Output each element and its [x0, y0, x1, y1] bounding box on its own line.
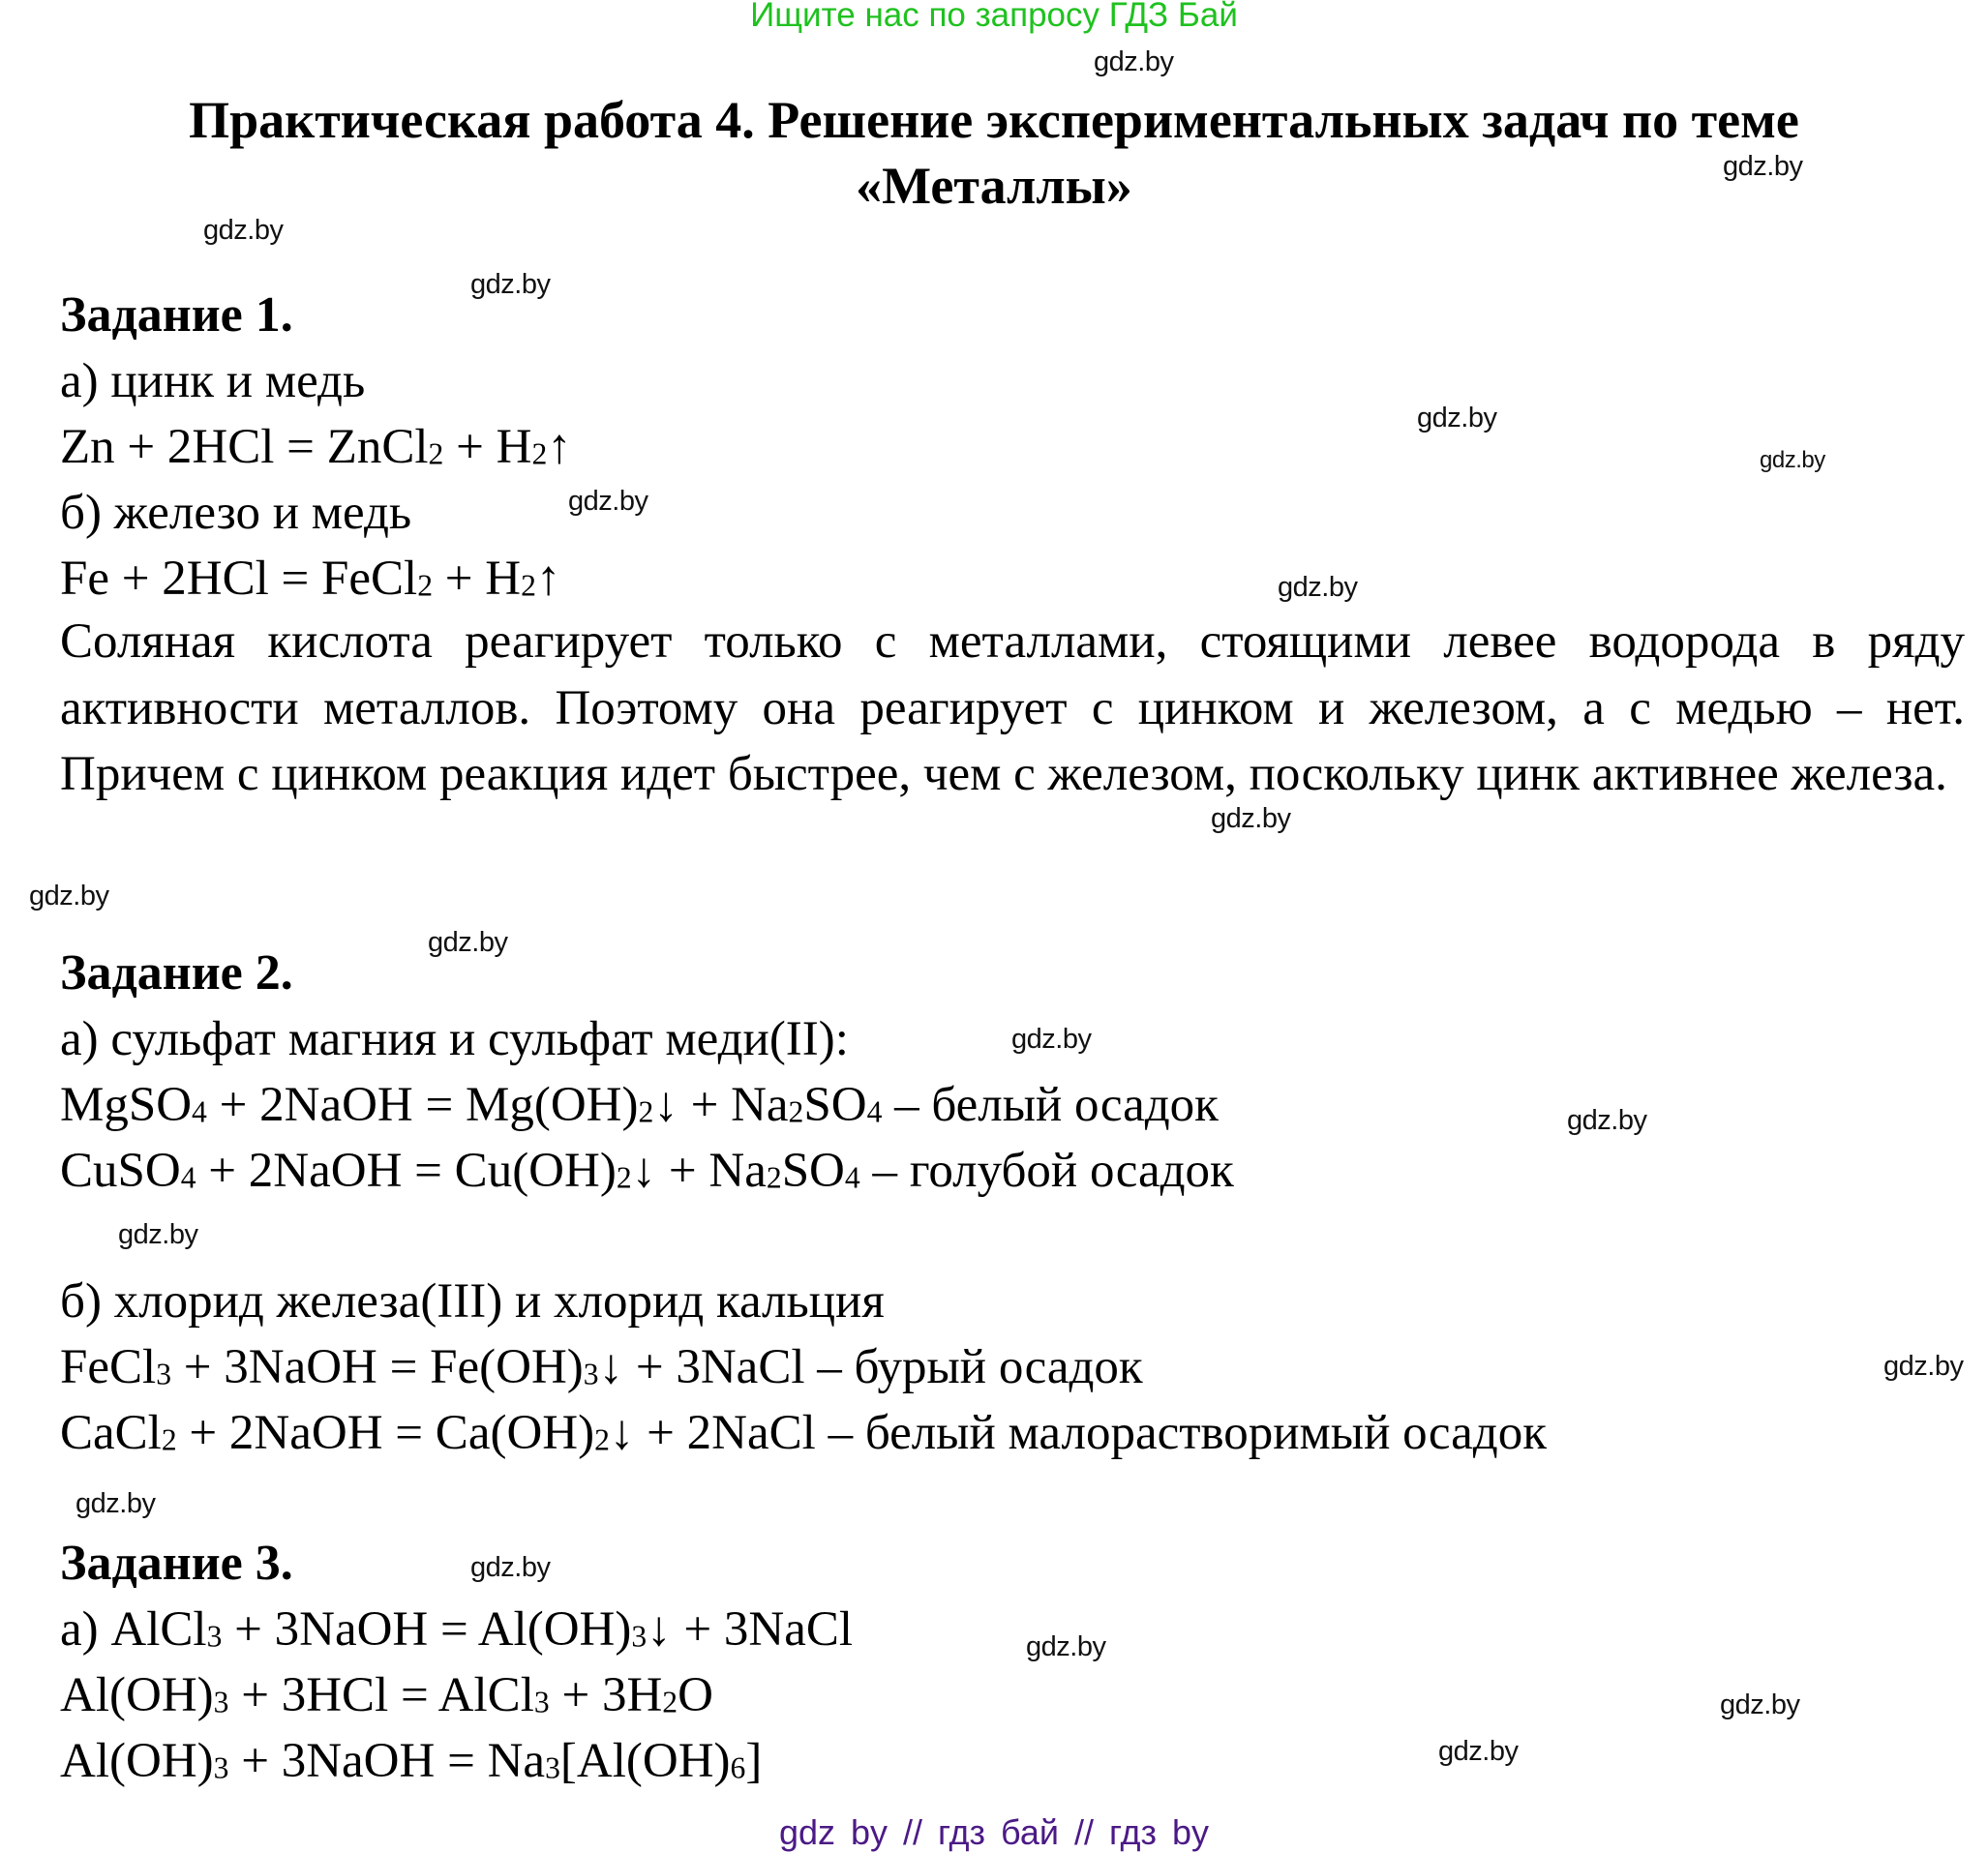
watermark: gdz.by — [1026, 1631, 1106, 1662]
task2-equation-2: CuSO4 + 2NaOH = Cu(OH)2↓ + Na2SO4 – голубой осадок — [60, 1144, 1234, 1198]
task2-equation-3: FeCl3 + 3NaOH = Fe(OH)3↓ + 3NaCl – бурый осадок — [60, 1340, 1143, 1394]
task3-equation-2: Al(OH)3 + 3HCl = AlCl3 + 3H2O — [60, 1668, 713, 1722]
footer-links[interactable]: gdz by // гдз бай // гдз by — [778, 1812, 1210, 1852]
promo-banner[interactable]: Ищите нас по запросу ГДЗ Бай — [750, 0, 1238, 34]
page-title-line2: «Металлы» — [856, 157, 1132, 215]
watermark: gdz.by — [29, 881, 109, 912]
task1-explanation: Соляная кислота реагирует только с металлами, стоящими левее водорода в ряду активности металлов. Поэтому она реагирует с цинком и железом, а с медью – нет. Причем с цинком реакция идет быстрее, чем с железом, поскольку цинк активнее железа. — [60, 614, 1965, 801]
watermark: gdz.by — [75, 1488, 156, 1519]
watermark: gdz.by — [1760, 447, 1825, 473]
task2-equation-4: CaCl2 + 2NaOH = Ca(OH)2↓ + 2NaCl – белый малорастворимый осадок — [60, 1406, 1548, 1460]
task2-equation-1: MgSO4 + 2NaOH = Mg(OH)2↓ + Na2SO4 – белый осадок — [60, 1078, 1219, 1132]
watermark: gdz.by — [1438, 1736, 1519, 1767]
watermark: gdz.by — [428, 927, 508, 958]
task1-b-label: б) железо и медь — [60, 486, 412, 540]
watermark: gdz.by — [118, 1219, 198, 1250]
watermark: gdz.by — [1723, 151, 1803, 182]
task1-a-label: а) цинк и медь — [60, 354, 366, 408]
gas-arrow-icon: ↑ — [535, 552, 561, 606]
watermark: gdz.by — [1011, 1024, 1092, 1055]
task3-equation-3: Al(OH)3 + 3NaOH = Na3[Al(OH)6] — [60, 1734, 763, 1788]
task1-heading: Задание 1. — [60, 287, 293, 343]
gas-arrow-icon: ↑ — [547, 420, 572, 474]
watermark: gdz.by — [1720, 1689, 1800, 1720]
watermark: gdz.by — [203, 215, 284, 246]
task2-a-label: а) сульфат магния и сульфат меди(II): — [60, 1012, 849, 1066]
watermark: gdz.by — [568, 486, 648, 517]
watermark: gdz.by — [1278, 572, 1358, 603]
watermark: gdz.by — [1567, 1105, 1647, 1136]
task1-equation-2: Fe + 2HCl = FeCl2 + H2↑ — [60, 552, 561, 606]
page-title-line1: Практическая работа 4. Решение экспериментальных задач по теме — [189, 91, 1799, 149]
watermark: gdz.by — [470, 1552, 551, 1583]
watermark: gdz.by — [1883, 1351, 1964, 1382]
task2-b-label: б) хлорид железа(III) и хлорид кальция — [60, 1274, 885, 1329]
task3-heading: Задание 3. — [60, 1536, 293, 1591]
watermark: gdz.by — [470, 269, 551, 300]
task2-heading: Задание 2. — [60, 945, 293, 1001]
watermark: gdz.by — [1417, 403, 1497, 433]
task3-equation-1: а) AlCl3 + 3NaOH = Al(OH)3↓ + 3NaCl — [60, 1602, 854, 1657]
watermark: gdz.by — [1094, 46, 1174, 77]
watermark: gdz.by — [1211, 803, 1291, 834]
task1-equation-1: Zn + 2HCl = ZnCl2 + H2↑ — [60, 420, 572, 474]
